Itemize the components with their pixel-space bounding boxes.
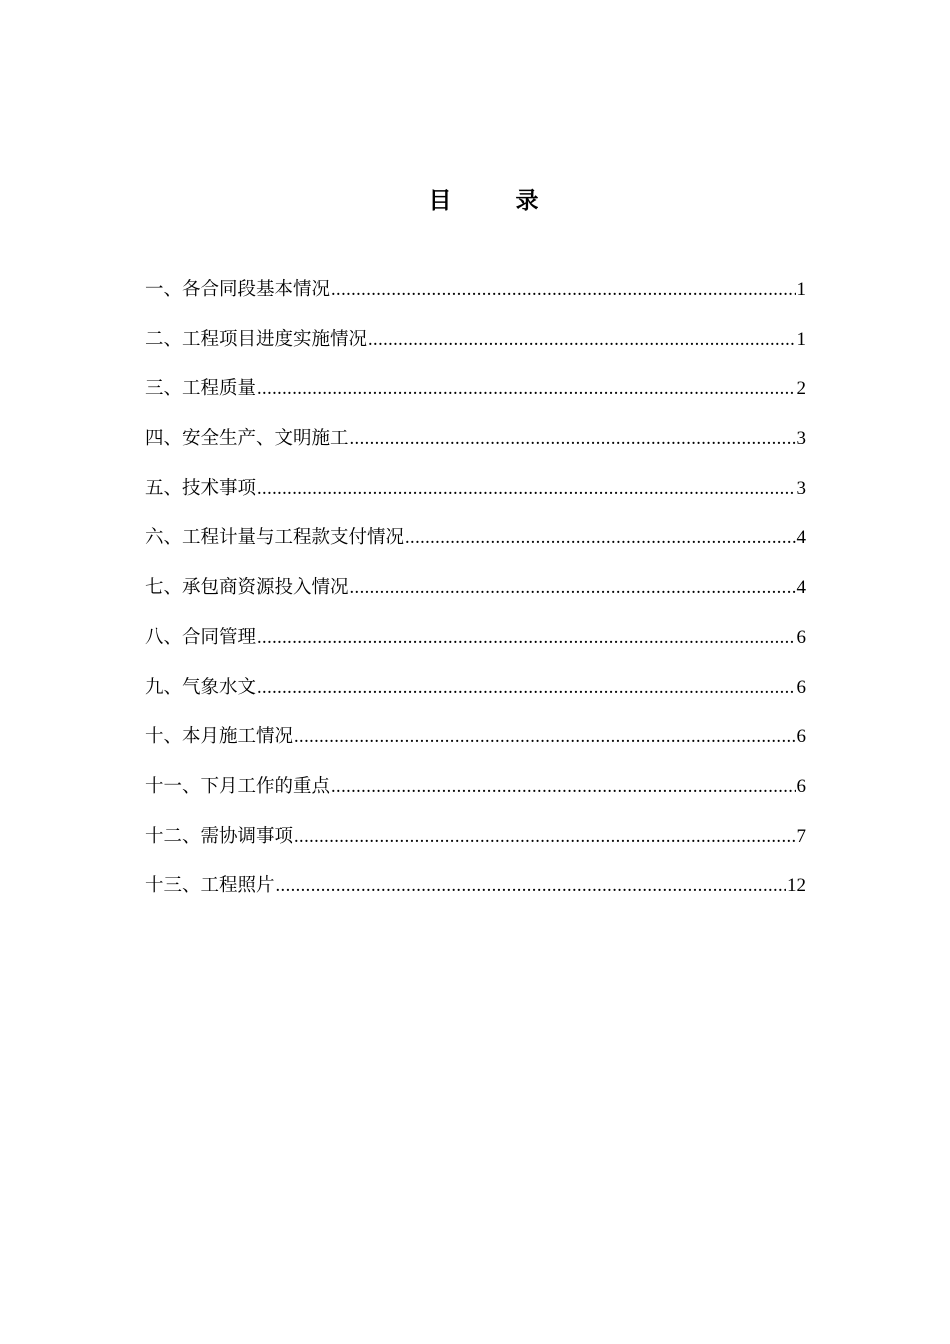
toc-entry[interactable] bbox=[145, 668, 806, 718]
toc-entry-label: 十一、下月工作的重点 bbox=[145, 775, 331, 797]
toc-entry-label: 四、安全生产、文明施工 bbox=[145, 428, 349, 450]
toc-entry[interactable] bbox=[145, 270, 806, 320]
toc-entry-page: 6 bbox=[796, 626, 806, 648]
toc-entry-label: 六、工程计量与工程款支付情况 bbox=[145, 527, 405, 549]
toc-entry[interactable] bbox=[145, 568, 806, 618]
toc-dot-leader bbox=[331, 270, 795, 310]
toc-entry-page: 12 bbox=[787, 875, 806, 897]
toc-dot-leader bbox=[350, 568, 796, 608]
toc-entry-label: 十三、工程照片 bbox=[145, 875, 275, 897]
toc-entry-label: 三、工程质量 bbox=[145, 378, 257, 400]
toc-entry[interactable] bbox=[145, 618, 806, 668]
toc-entry-page: 6 bbox=[796, 676, 806, 698]
toc-entry[interactable] bbox=[145, 866, 806, 916]
toc-entry-label: 十二、需协调事项 bbox=[145, 825, 294, 847]
toc-entry[interactable] bbox=[145, 469, 806, 519]
toc-entry-label: 二、工程项目进度实施情况 bbox=[145, 328, 368, 350]
toc-entry-label: 五、技术事项 bbox=[145, 477, 257, 499]
toc-entry[interactable] bbox=[145, 817, 806, 867]
toc-entry-page: 6 bbox=[796, 775, 806, 797]
toc-dot-leader bbox=[350, 419, 796, 459]
toc-dot-leader bbox=[331, 767, 795, 807]
toc-dot-leader bbox=[405, 518, 795, 558]
toc-dot-leader bbox=[368, 320, 795, 360]
toc-entry-page: 4 bbox=[796, 577, 806, 599]
toc-entry[interactable] bbox=[145, 518, 806, 568]
toc-dot-leader bbox=[276, 866, 786, 906]
table-of-contents bbox=[145, 270, 806, 916]
toc-entry-page: 3 bbox=[796, 428, 806, 450]
toc-entry[interactable] bbox=[145, 419, 806, 469]
toc-dot-leader bbox=[257, 668, 795, 708]
toc-entry-label: 一、各合同段基本情况 bbox=[145, 279, 331, 300]
toc-entry-label: 八、合同管理 bbox=[145, 626, 257, 648]
toc-title: 目 录 bbox=[428, 187, 567, 214]
toc-dot-leader bbox=[257, 618, 795, 658]
toc-entry-label: 七、承包商资源投入情况 bbox=[145, 577, 349, 599]
toc-entry-page: 4 bbox=[796, 527, 806, 549]
toc-dot-leader bbox=[257, 369, 795, 409]
toc-dot-leader bbox=[294, 717, 795, 757]
toc-dot-leader bbox=[294, 817, 795, 857]
toc-entry-page: 1 bbox=[796, 279, 806, 300]
toc-entry-label: 九、气象水文 bbox=[145, 676, 257, 698]
toc-entry-page: 6 bbox=[796, 726, 806, 748]
toc-entry-page: 2 bbox=[796, 378, 806, 400]
toc-dot-leader bbox=[257, 469, 795, 509]
toc-entry-page: 3 bbox=[796, 477, 806, 499]
toc-entry-label: 十、本月施工情况 bbox=[145, 726, 294, 748]
toc-entry-page: 1 bbox=[796, 328, 806, 350]
toc-entry-page: 7 bbox=[796, 825, 806, 847]
toc-entry[interactable] bbox=[145, 717, 806, 767]
toc-entry[interactable] bbox=[145, 320, 806, 370]
toc-entry[interactable] bbox=[145, 369, 806, 419]
toc-entry[interactable] bbox=[145, 767, 806, 817]
